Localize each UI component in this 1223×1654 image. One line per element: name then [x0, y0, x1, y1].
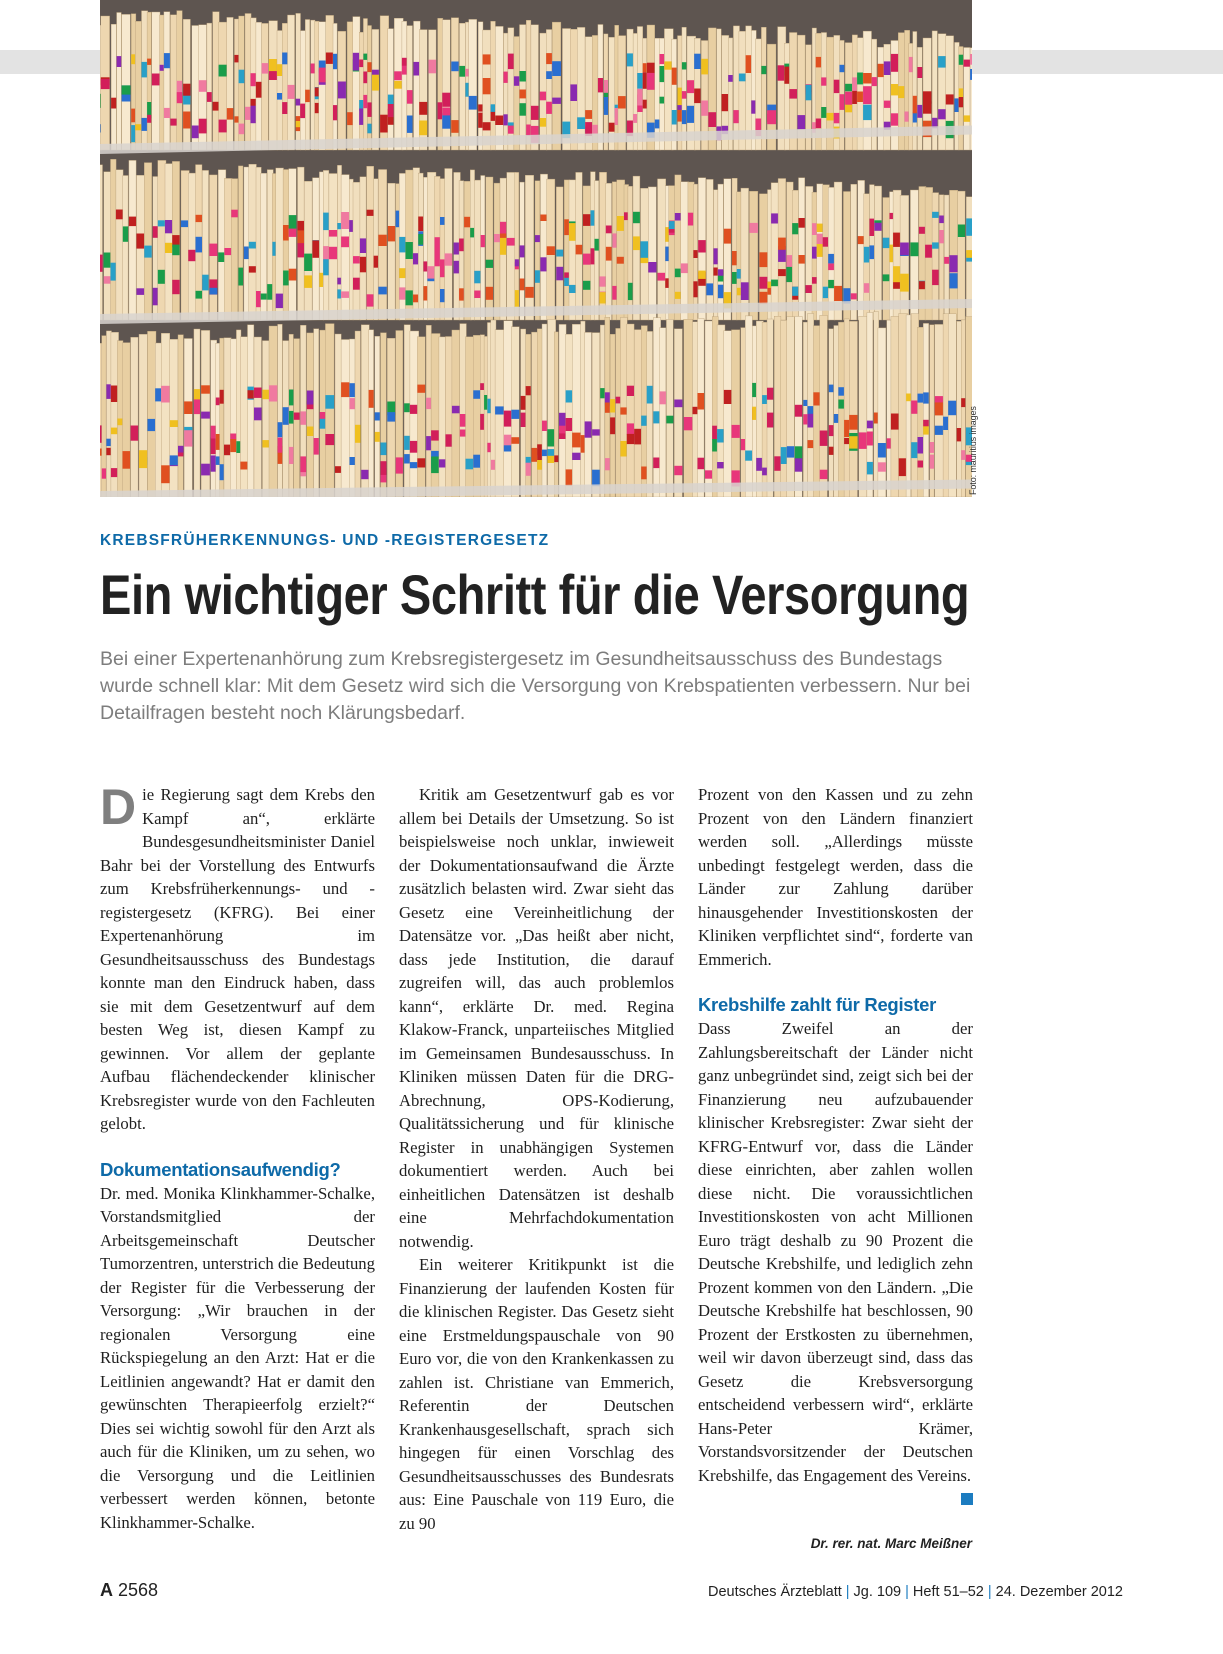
drop-cap: D: [100, 779, 137, 835]
medical-files-photo: [100, 0, 972, 497]
subheading-krebshilfe: Krebshilfe zahlt für Register: [698, 994, 937, 1015]
paragraph: [698, 1017, 973, 1487]
author-byline: Dr. rer. nat. Marc Meißner: [810, 1536, 972, 1551]
text-column-2: [399, 783, 674, 1535]
paragraph-text: Dass Zweifel an der Zahlungsbereitschaft der Länder nicht ganz unbegründet sind, zeigt sich bei der Finanzierung neu aufzubauender klinischer Krebsregister: Zwar sieht der KFRG-Entwurf vor, dass die Länder diese einrichten, aber zahlen wollen diese nicht. Die voraussichtlichen Investitionskosten von acht Millionen Euro trägt deshalb zu 90 Prozent die Deutsche Krebshilfe, und lediglich zehn Prozent kommen von den Ländern. „Die Deutsche Krebshilfe hat beschlossen, 90 Prozent der Erstkosten zu übernehmen, weil wir davon überzeugt sind, dass das Gesetz die Krebsversorgung entscheidend verbessern wird“, erklärte Hans-Peter Krämer, Vorstandsvorsitzender der Deutschen Krebshilfe, das Engagement des Vereins.: [698, 1019, 973, 1485]
paragraph: Prozent von den Kassen und zu zehn Prozent von den Ländern finanziert werden soll. „Allerdings müsste unbedingt festgelegt werden, dass die Länder zur Zahlung darüber hinausgehender Investitionskosten der Kliniken verpflichtet sind“, forderte van Emmerich.: [698, 785, 973, 969]
text-column-3: [698, 783, 973, 1505]
journal-volume: Jg. 109: [853, 1584, 902, 1600]
journal-date: 24. Dezember 2012: [995, 1584, 1123, 1600]
page-number: [100, 1580, 158, 1601]
footer-separator: |: [987, 1584, 992, 1600]
footer-separator: |: [845, 1584, 850, 1600]
article-kicker: KREBSFRÜHERKENNUNGS- UND -REGISTERGESETZ: [100, 532, 550, 549]
journal-name: Deutsches Ärzteblatt: [707, 1584, 842, 1600]
paragraph: [100, 779, 375, 1136]
subheading-dokumentation: Dokumentationsaufwendig?: [100, 1158, 341, 1180]
paragraph-text: ie Regierung sagt dem Krebs den Kampf an“, erklärte Bundesgesundheitsminister Daniel Bahr bei der Vorstellung des Entwurfs zum Krebsfrüherkennungs- und -registergesetz (KFRG). Bei einer Expertenanhörung im Gesundheitsausschuss des Bundestags konnte man den Eindruck haben, dass sie mit dem Gesetzentwurf auf dem besten Weg ist, diesen Kampf zu gewinnen. Vor allem der geplante Aufbau flächendeckender klinischer Krebsregister wurde von den Fachleuten gelobt.: [100, 785, 375, 1133]
paragraph: Ein weiterer Kritikpunkt ist die Finanzierung der laufenden Kosten für die klinischen Register. Das Gesetz sieht eine Erstmeldungspauschale von 90 Euro vor, die von den Krankenkassen zu zahlen ist. Christiane van Emmerich, Referentin der Deutschen Krankenhausgesellschaft, sprach sich hingegen für einen Vorschlag des Gesundheitsausschusses des Bundesrats aus: Eine Pauschale von 119 Euro, die zu 90: [399, 1255, 674, 1533]
journal-issue: Heft 51–52: [912, 1584, 984, 1600]
page-number-value: 2568: [118, 1580, 159, 1600]
paragraph: Kritik am Gesetzentwurf gab es vor allem bei Details der Umsetzung. So ist beispielsweise noch unklar, inwieweit der Dokumentationsaufwand die Ärzte zusätzlich belasten wird. Zwar sieht das Gesetz eine Vereinheitlichung der Datensätze vor. „Das heißt aber nicht, dass jede Institution, die darauf zugreifen will, das auch problemlos kann“, erklärte Dr. med. Regina Klakow-Franck, unparteiisches Mitglied im Gemeinsamen Bundesausschuss. In Kliniken müssen Daten für die DRG-Abrechnung, OPS-Kodierung, Qualitätssicherung und für klinische Register in unabhängigen Systemen dokumentiert werden. Auch bei einheitlichen Datensätzen ist deshalb eine Mehrfachdokumentation notwendig.: [399, 785, 674, 1251]
photo-graphic: [100, 0, 972, 497]
page-prefix: A: [100, 1580, 113, 1600]
end-mark-icon: [961, 1493, 973, 1505]
article-lead: Bei einer Expertenanhörung zum Krebsregistergesetz im Gesundheitsausschuss des Bundestags wurde schnell klar: Mit dem Gesetz wird sich die Versorgung von Krebspatienten verbessern. Nur bei Detailfragen besteht noch Klärungsbedarf.: [100, 648, 971, 724]
paragraph: Dr. med. Monika Klinkhammer-Schalke, Vorstandsmitglied der Arbeitsgemeinschaft Deutscher Tumorzentren, unterstrich die Bedeutung der Register für die Verbesserung der Versorgung: „Wir brauchen in der regionalen Versorgung eine Rückspiegelung an den Arzt: Hat er die Leitlinien angewandt? Hat er damit den gewünschten Therapieerfolg erzielt?“ Dies sei wichtig sowohl für den Arzt als auch für die Kliniken, um zu sehen, wo die Versorgung und die Leitlinien verbessert werden können, betonte Klinkhammer-Schalke.: [100, 1183, 375, 1532]
photo-credit: Foto: mauritius images: [968, 406, 978, 495]
text-column-1: [100, 779, 375, 1534]
journal-footer: [708, 1584, 1123, 1600]
footer-separator: |: [905, 1584, 909, 1600]
article-headline: Ein wichtiger Schritt für die Versorgung: [100, 563, 970, 626]
